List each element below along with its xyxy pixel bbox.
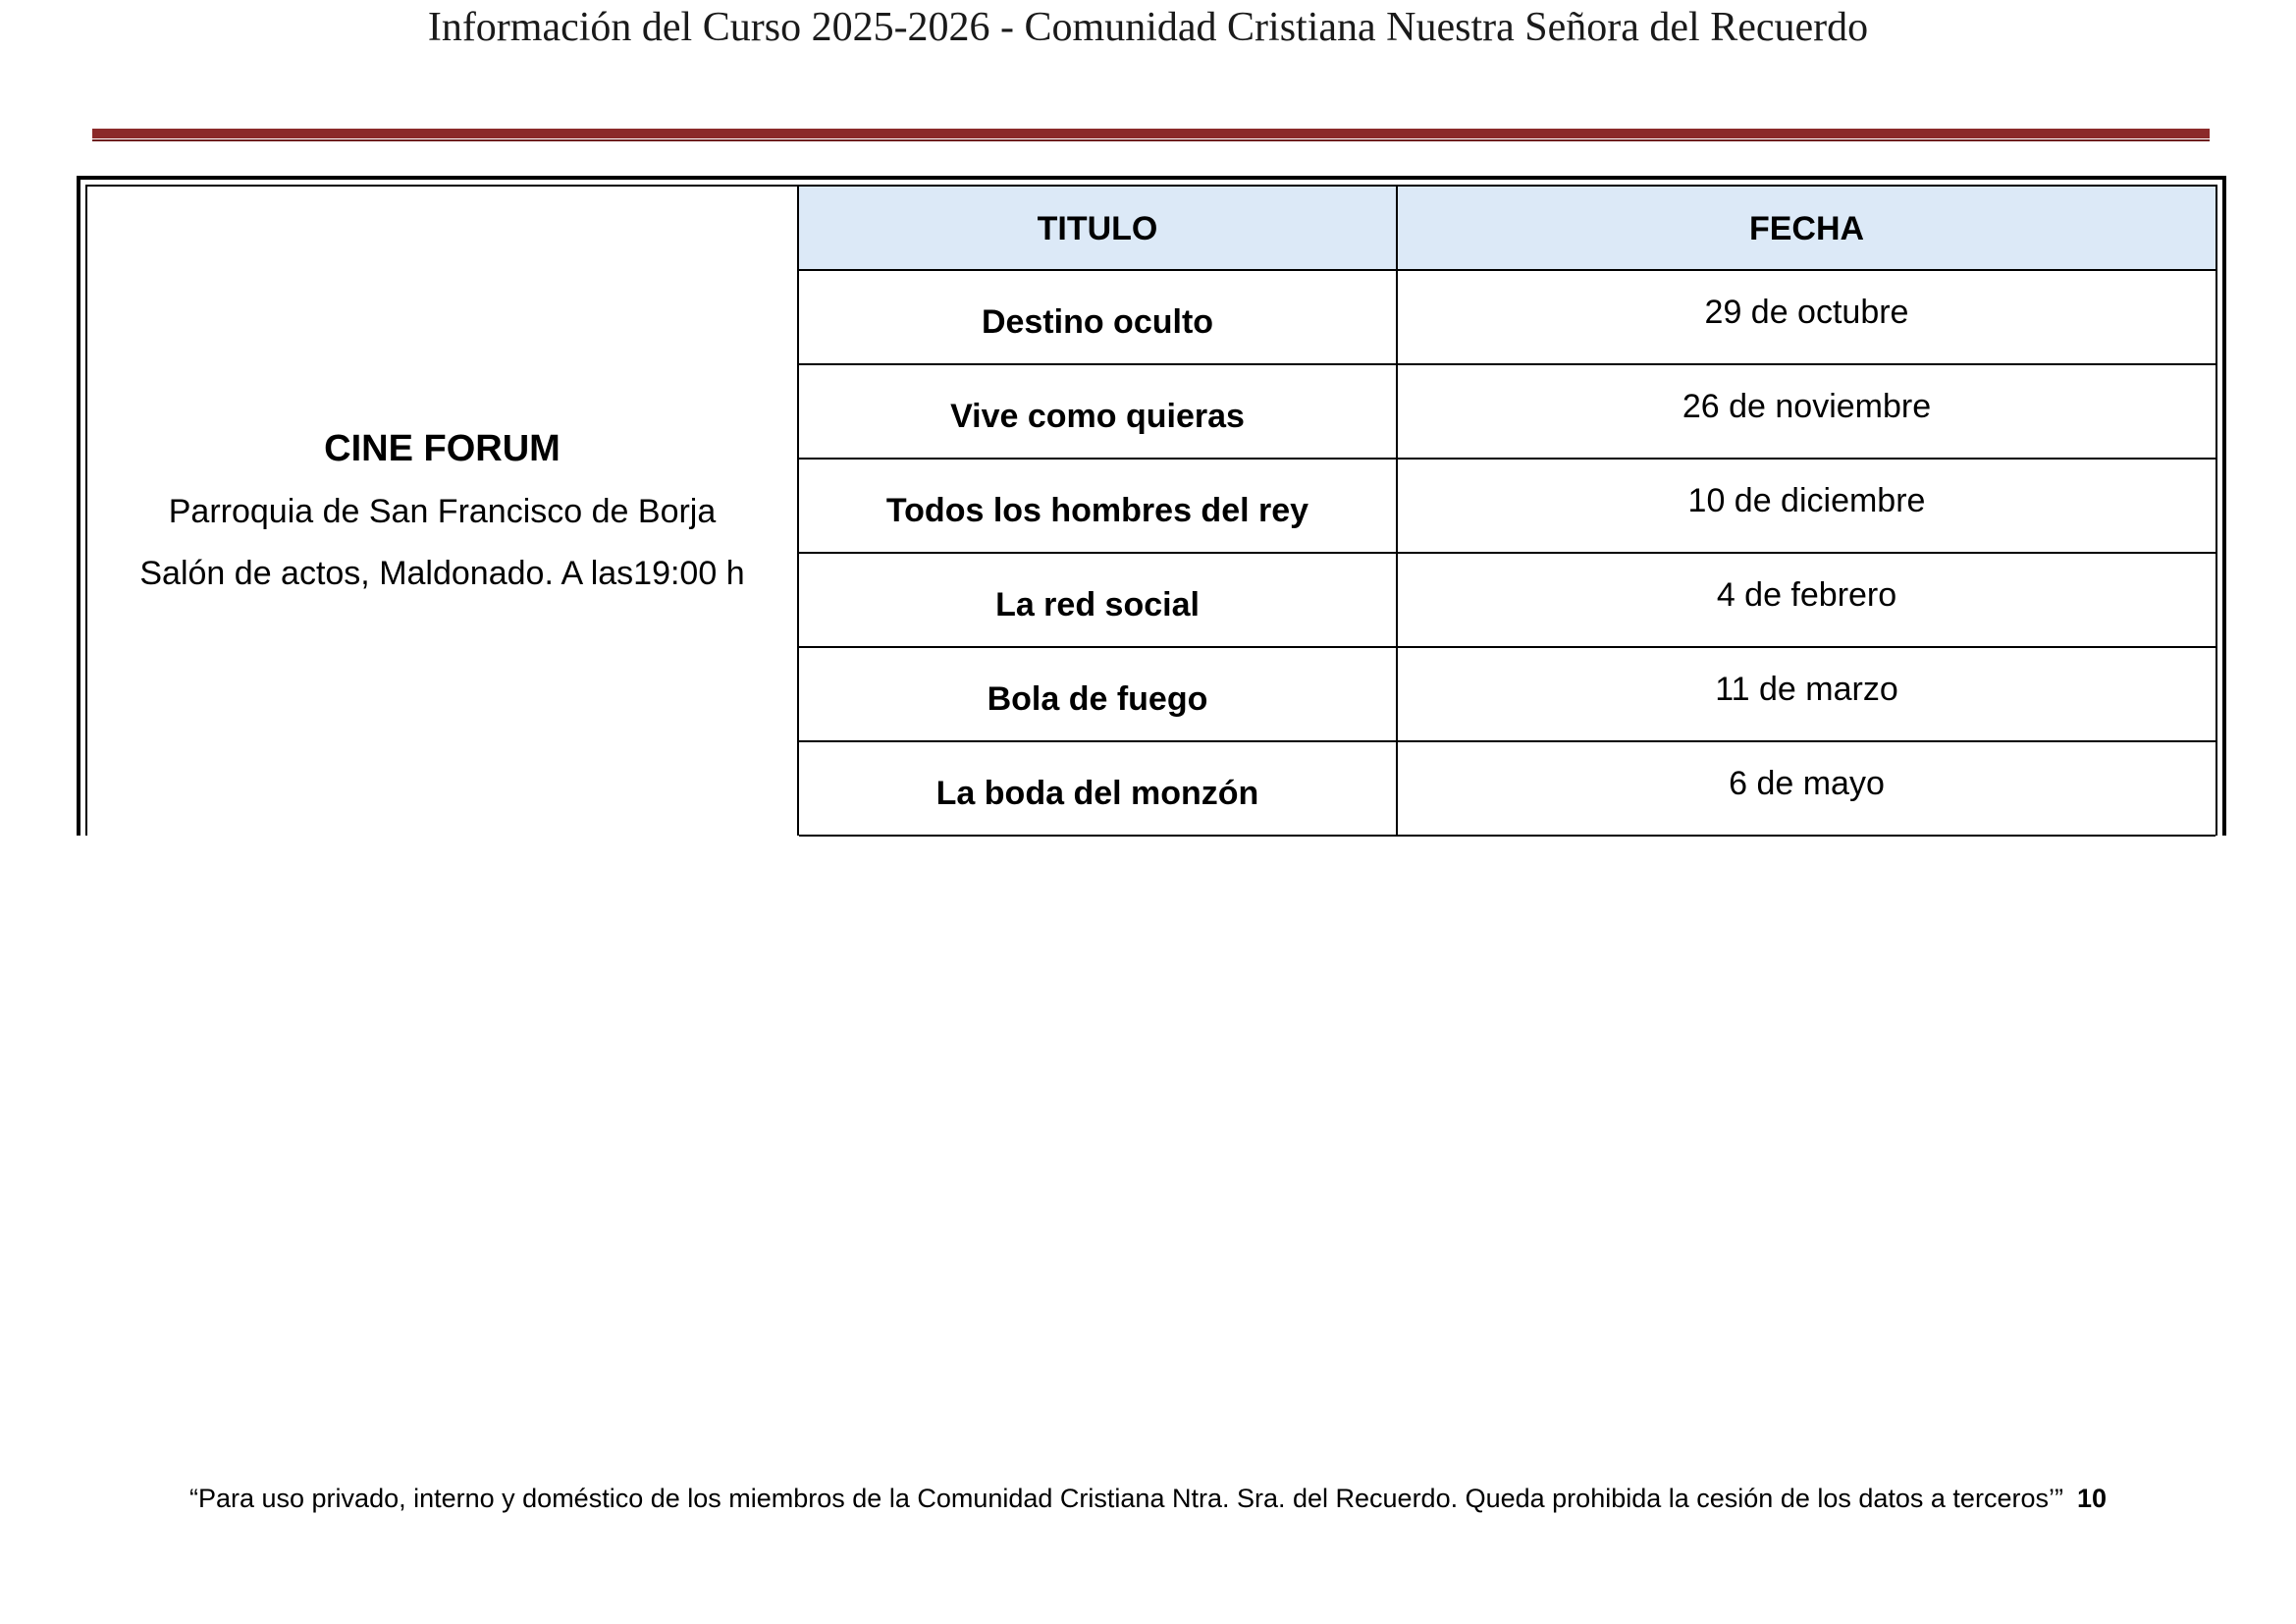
table-row — [799, 742, 2216, 837]
header-divider-thick — [92, 129, 2210, 138]
page-number: 10 — [2076, 1484, 2108, 1513]
event-venue-time: Salón de actos, Maldonado. A las19:00 h — [139, 555, 745, 592]
column-header-date: FECHA — [1748, 210, 1865, 247]
column-header-title: TITULO — [799, 187, 1398, 269]
film-title: Todos los hombres del rey — [799, 460, 1398, 552]
film-date: 26 de noviembre — [1682, 388, 1932, 425]
film-title: Destino oculto — [799, 271, 1398, 363]
page-title: Información del Curso 2025-2026 - Comunidad Cristiana Nuestra Señora del Recuerdo — [427, 5, 1869, 50]
film-title: Bola de fuego — [799, 648, 1398, 740]
film-title: La boda del monzón — [799, 742, 1398, 835]
header-divider — [92, 129, 2210, 142]
film-date: 10 de diciembre — [1687, 482, 1926, 519]
event-info-cell — [87, 187, 799, 836]
table-row — [799, 460, 2216, 554]
film-date: 4 de febrero — [1716, 576, 1897, 614]
table-row — [799, 271, 2216, 365]
film-title: Vive como quieras — [799, 365, 1398, 458]
table-row — [799, 648, 2216, 742]
table-inner-border — [85, 185, 2217, 836]
schedule-table — [799, 187, 2216, 836]
cine-forum-table — [77, 176, 2226, 836]
film-title: La red social — [799, 554, 1398, 646]
privacy-notice: “Para uso privado, interno y doméstico de los miembros de la Comunidad Cristiana Ntra. Sra. del Recuerdo. Queda prohibida la cesión de los datos a terceros’” — [188, 1484, 2063, 1513]
film-date: 11 de marzo — [1715, 671, 1898, 708]
film-date: 6 de mayo — [1729, 765, 1885, 802]
table-row — [799, 554, 2216, 648]
schedule-header-row — [799, 187, 2216, 271]
footer-notice — [0, 1481, 2296, 1516]
film-date: 29 de octubre — [1704, 294, 1909, 331]
header-divider-thin — [92, 139, 2210, 141]
event-location: Parroquia de San Francisco de Borja — [168, 493, 717, 530]
event-title: CINE FORUM — [324, 428, 561, 469]
table-row — [799, 365, 2216, 460]
